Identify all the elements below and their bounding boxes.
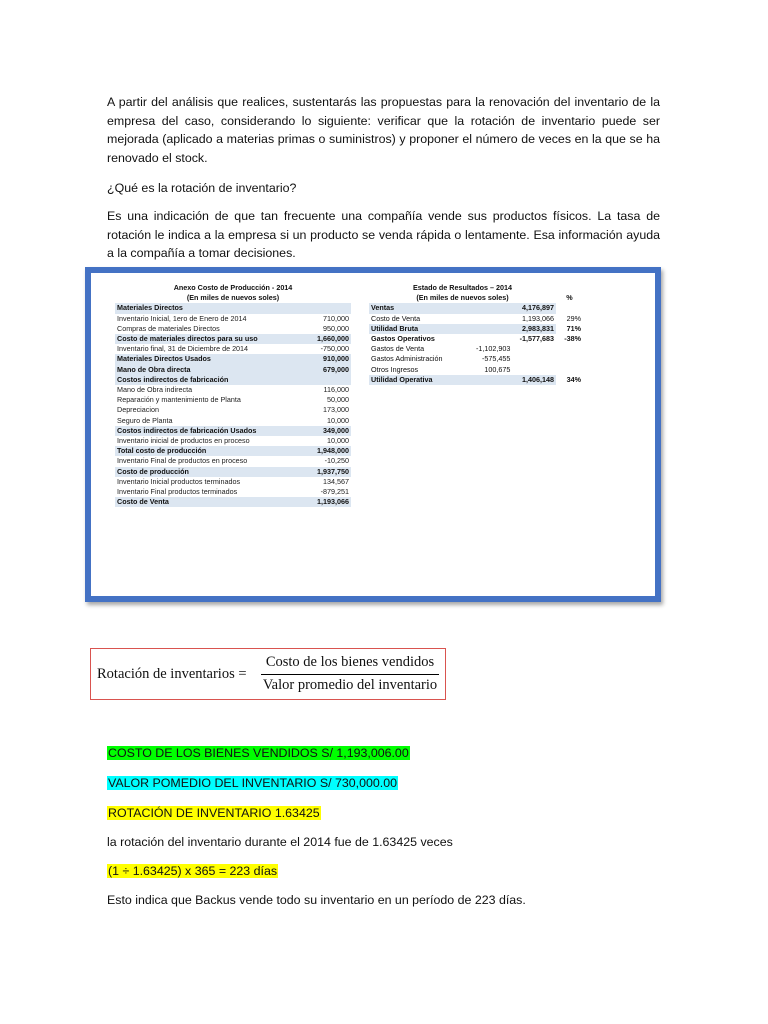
production-table-subtitle: (En miles de nuevos soles) <box>186 293 280 303</box>
production-row-value: 134,567 <box>283 477 351 487</box>
days-formula-line: (1 ÷ 1.63425) x 365 = 223 días <box>108 864 278 878</box>
production-cost-table <box>115 283 351 507</box>
production-row-label: Mano de Obra directa <box>115 365 283 375</box>
income-row-label: Ventas <box>369 303 471 313</box>
question-heading: ¿Qué es la rotación de inventario? <box>107 181 297 195</box>
production-row <box>115 436 351 446</box>
income-row-subvalue: 100,675 <box>484 364 511 374</box>
income-table-subtitle: (En miles de nuevos soles) <box>416 293 509 303</box>
average-inventory-line: VALOR POMEDIO DEL INVENTARIO S/ 730,000.00 <box>108 776 397 790</box>
production-row-label: Reparación y mantenimiento de Planta <box>115 395 283 405</box>
income-row-subvalue <box>471 324 513 334</box>
income-row-value: 2,983,831 <box>512 324 556 334</box>
production-row-label: Inventario Final de productos en proceso <box>115 456 283 466</box>
income-row-subvalue: -1,102,903 <box>475 344 511 354</box>
formula-numerator: Costo de los bienes vendidos <box>265 654 435 670</box>
income-row-label: Otros Ingresos <box>371 364 419 374</box>
production-row <box>115 385 351 395</box>
rotation-sentence: la rotación del inventario durante el 2014 fue de 1.63425 veces <box>107 835 453 849</box>
income-row-label: Gastos Operativos <box>371 334 435 344</box>
inventory-rotation-line: ROTACIÓN DE INVENTARIO 1.63425 <box>108 806 320 820</box>
production-row-value: 1,660,000 <box>283 334 351 344</box>
production-row-label: Depreciacion <box>115 405 283 415</box>
production-row-value: 1,948,000 <box>283 446 351 456</box>
income-statement-table <box>369 283 583 385</box>
production-row <box>115 324 351 334</box>
production-row <box>115 375 351 385</box>
income-row <box>369 365 583 375</box>
percent-header: % <box>566 293 573 303</box>
production-row-value: 349,000 <box>283 426 351 436</box>
production-row-label: Inventario Final productos terminados <box>115 487 283 497</box>
production-table-title: Anexo Costo de Producción - 2014 <box>173 283 293 292</box>
production-row <box>115 467 351 477</box>
production-row-value: -750,000 <box>283 344 351 354</box>
fraction-bar <box>261 674 439 675</box>
income-row-label: Utilidad Operativa <box>369 375 471 385</box>
income-row <box>369 324 583 334</box>
income-row-label: Costo de Venta <box>371 313 421 323</box>
production-row-label: Materiales Directos Usados <box>115 354 283 364</box>
income-row-label: Gastos de Venta <box>371 344 425 354</box>
production-row <box>115 456 351 466</box>
income-row-value: -1,577,683 <box>519 334 554 344</box>
income-row-value <box>512 344 556 354</box>
production-row-label: Materiales Directos <box>115 303 283 313</box>
income-row-subvalue <box>471 375 513 385</box>
production-row <box>115 314 351 324</box>
production-row-label: Costos indirectos de fabricación Usados <box>115 426 283 436</box>
income-table-title: Estado de Resultados – 2014 <box>412 283 513 292</box>
production-row-label: Inventario inicial de productos en proceso <box>115 436 283 446</box>
inventory-turnover-formula <box>90 648 446 700</box>
production-row <box>115 344 351 354</box>
production-row-value: 1,193,066 <box>283 497 351 507</box>
production-row-value <box>283 303 351 313</box>
formula-lhs: Rotación de inventarios = <box>97 666 247 682</box>
production-row <box>115 416 351 426</box>
income-row-subvalue <box>471 334 513 344</box>
production-row <box>115 405 351 415</box>
income-row-label: Gastos Administración <box>371 354 443 364</box>
income-row-value: 4,176,897 <box>512 303 556 313</box>
production-row-value: 950,000 <box>283 324 351 334</box>
income-row <box>369 354 583 364</box>
production-row-label: Compras de materiales Directos <box>115 324 283 334</box>
production-row-label: Costo de Venta <box>115 497 283 507</box>
production-row <box>115 446 351 456</box>
income-row-percent <box>556 344 583 354</box>
production-row <box>115 334 351 344</box>
production-row <box>115 395 351 405</box>
production-row-label: Inventario Inicial productos terminados <box>115 477 283 487</box>
production-row-value: 10,000 <box>283 416 351 426</box>
income-row-percent: -38% <box>564 334 581 344</box>
formula-denominator: Valor promedio del inventario <box>262 677 438 693</box>
production-row-label: Inventario Inicial, 1ero de Enero de 2014 <box>115 314 283 324</box>
income-row-subvalue <box>471 314 513 324</box>
conclusion-sentence: Esto indica que Backus vende todo su inventario en un período de 223 días. <box>107 893 526 907</box>
production-row-value: 50,000 <box>283 395 351 405</box>
income-row-percent <box>556 303 583 313</box>
production-row-value: 679,000 <box>283 365 351 375</box>
production-row-value: 910,000 <box>283 354 351 364</box>
production-row <box>115 487 351 497</box>
income-row-subvalue: -575,455 <box>481 354 511 364</box>
production-row-value <box>283 375 351 385</box>
production-row-value: -10,250 <box>283 456 351 466</box>
production-row-value: 1,937,750 <box>283 467 351 477</box>
definition-paragraph: Es una indicación de que tan frecuente una compañía vende sus productos físicos. La tasa de rotación le indica a la empresa si un producto se venda rápida o lentamente. Esa información ayuda a la compañía a tomar decisiones. <box>107 209 660 261</box>
income-row-percent <box>556 354 583 364</box>
production-row-label: Seguro de Planta <box>115 416 283 426</box>
production-row <box>115 365 351 375</box>
production-row <box>115 303 351 313</box>
production-row-label: Costo de materiales directos para su uso <box>115 334 283 344</box>
income-row-percent: 71% <box>556 324 583 334</box>
income-row-subvalue <box>471 303 513 313</box>
production-row-label: Costo de producción <box>115 467 283 477</box>
production-row-value: 173,000 <box>283 405 351 415</box>
production-row-label: Mano de Obra indirecta <box>115 385 283 395</box>
income-row <box>369 314 583 324</box>
production-row-value: -879,251 <box>283 487 351 497</box>
production-row-label: Inventario final, 31 de Diciembre de 2014 <box>115 344 283 354</box>
income-row-label: Utilidad Bruta <box>369 324 471 334</box>
production-row <box>115 354 351 364</box>
production-row-label: Costos indirectos de fabricación <box>115 375 283 385</box>
income-row <box>369 303 583 313</box>
income-row-percent: 34% <box>556 375 583 385</box>
production-row-value: 10,000 <box>283 436 351 446</box>
intro-paragraph: A partir del análisis que realices, sustentarás las propuestas para la renovación del inventario de la empresa del caso, considerando lo siguiente: verificar que la rotación de inventario puede ser mejorada (aplicado a materias primas o suministros) y proponer el número de veces en la que se ha renovado el stock. <box>107 95 660 165</box>
production-row-value: 710,000 <box>283 314 351 324</box>
income-row-value <box>512 354 556 364</box>
cost-goods-sold-line: COSTO DE LOS BIENES VENDIDOS S/ 1,193,006.00 <box>108 746 409 760</box>
production-row-label: Total costo de producción <box>115 446 283 456</box>
income-row-percent: 29% <box>566 313 581 323</box>
production-row <box>115 426 351 436</box>
income-row <box>369 344 583 354</box>
income-row <box>369 375 583 385</box>
financial-tables-frame <box>85 267 661 602</box>
income-row-value <box>512 365 556 375</box>
production-row <box>115 477 351 487</box>
production-row <box>115 497 351 507</box>
income-row-value: 1,406,148 <box>512 375 556 385</box>
income-row-value: 1,193,066 <box>521 313 554 323</box>
production-row-value: 116,000 <box>283 385 351 395</box>
income-row <box>369 334 583 344</box>
income-row-percent <box>556 365 583 375</box>
